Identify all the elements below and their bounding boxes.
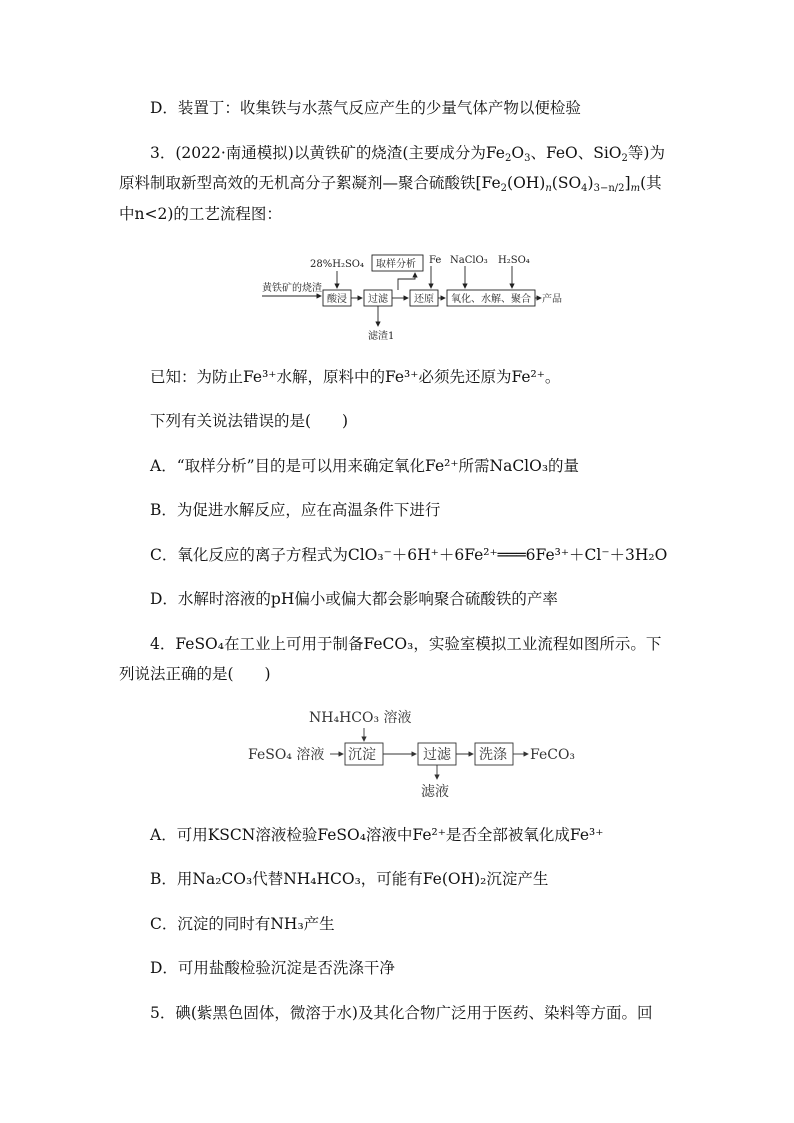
flow4-filtrate: 滤液	[421, 784, 449, 800]
flow3-step3: 还原	[414, 294, 434, 305]
flow3-reagent2: Fe	[429, 255, 442, 266]
q4-stem-line2: 列说法正确的是( )	[119, 665, 271, 683]
flow4-step3: 洗涤	[479, 747, 507, 763]
flow4-step1: 沉淀	[348, 747, 376, 763]
q4-option-d: D．可用盐酸检验沉淀是否洗涤干净	[150, 959, 395, 977]
q4-stem-line1: 4．FeSO₄在工业上可用于制备FeCO₃，实验室模拟工业流程如图所示。下	[150, 635, 662, 653]
q3-option-a: A．“取样分析”目的是可以用来确定氧化Fe²⁺所需NaClO₃的量	[150, 457, 580, 475]
q4-option-b: B．用Na₂CO₃代替NH₄HCO₃，可能有Fe(OH)₂沉淀产生	[150, 870, 549, 888]
flow3-reagent4: H₂SO₄	[498, 255, 530, 266]
flow3-product: 产品	[542, 294, 562, 305]
flow3-sample: 取样分析	[376, 259, 416, 270]
flow4-product: FeCO₃	[530, 747, 576, 763]
flow3-reagent3: NaClO₃	[450, 255, 488, 266]
flow3-reagent1: 28%H₂SO₄	[310, 259, 365, 270]
q3-stem-line3: 中n<2)的工艺流程图：	[119, 205, 282, 223]
flow3-start: 黄铁矿的烧渣	[262, 283, 322, 294]
q3-option-d: D．水解时溶液的pH偏小或偏大都会影响聚合硫酸铁的产率	[150, 590, 558, 608]
q4-option-a: A．可用KSCN溶液检验FeSO₄溶液中Fe²⁺是否全部被氧化成Fe³⁺	[150, 826, 604, 844]
flow3-residue: 滤渣1	[368, 331, 395, 342]
q4-option-c: C．沉淀的同时有NH₃产生	[150, 915, 335, 933]
q3-known: 已知：为防止Fe³⁺水解，原料中的Fe³⁺必须先还原为Fe²⁺。	[150, 368, 561, 386]
flow4-start: FeSO₄ 溶液	[248, 747, 325, 763]
q5-stem: 5．碘(紫黑色固体，微溶于水)及其化合物广泛用于医药、染料等方面。回	[150, 1004, 653, 1022]
q2-option-d: D．装置丁：收集铁与水蒸气反应产生的少量气体产物以便检验	[150, 99, 581, 117]
q3-stem-line2: 原料制取新型高效的无机高分子絮凝剂—聚合硫酸铁$[Fe_2(OH)_n(SO_4)_{3-n/2}]_m$(其	[119, 174, 662, 194]
q3-stem-line1: 3．(2022·南通模拟)以黄铁矿的烧渣(主要成分为$Fe_2O_3$、FeO、SiO$_2$等)为	[150, 144, 665, 164]
flow4-step2: 过滤	[423, 747, 451, 763]
flow4-reagent: NH₄HCO₃ 溶液	[309, 710, 412, 726]
flow3-step4: 氧化、水解、聚合	[451, 294, 531, 305]
q3-question: 下列有关说法错误的是( )	[150, 412, 349, 430]
flow3-step2: 过滤	[368, 294, 388, 305]
q3-option-c: C．氧化反应的离子方程式为ClO₃⁻＋6H⁺＋6Fe²⁺═══6Fe³⁺＋Cl⁻＋3H₂O	[150, 546, 668, 564]
q4-flowchart	[244, 703, 614, 808]
flow3-step1: 酸浸	[327, 294, 347, 305]
q3-option-b: B．为促进水解反应，应在高温条件下进行	[150, 501, 441, 519]
q3-flowchart	[255, 246, 575, 346]
